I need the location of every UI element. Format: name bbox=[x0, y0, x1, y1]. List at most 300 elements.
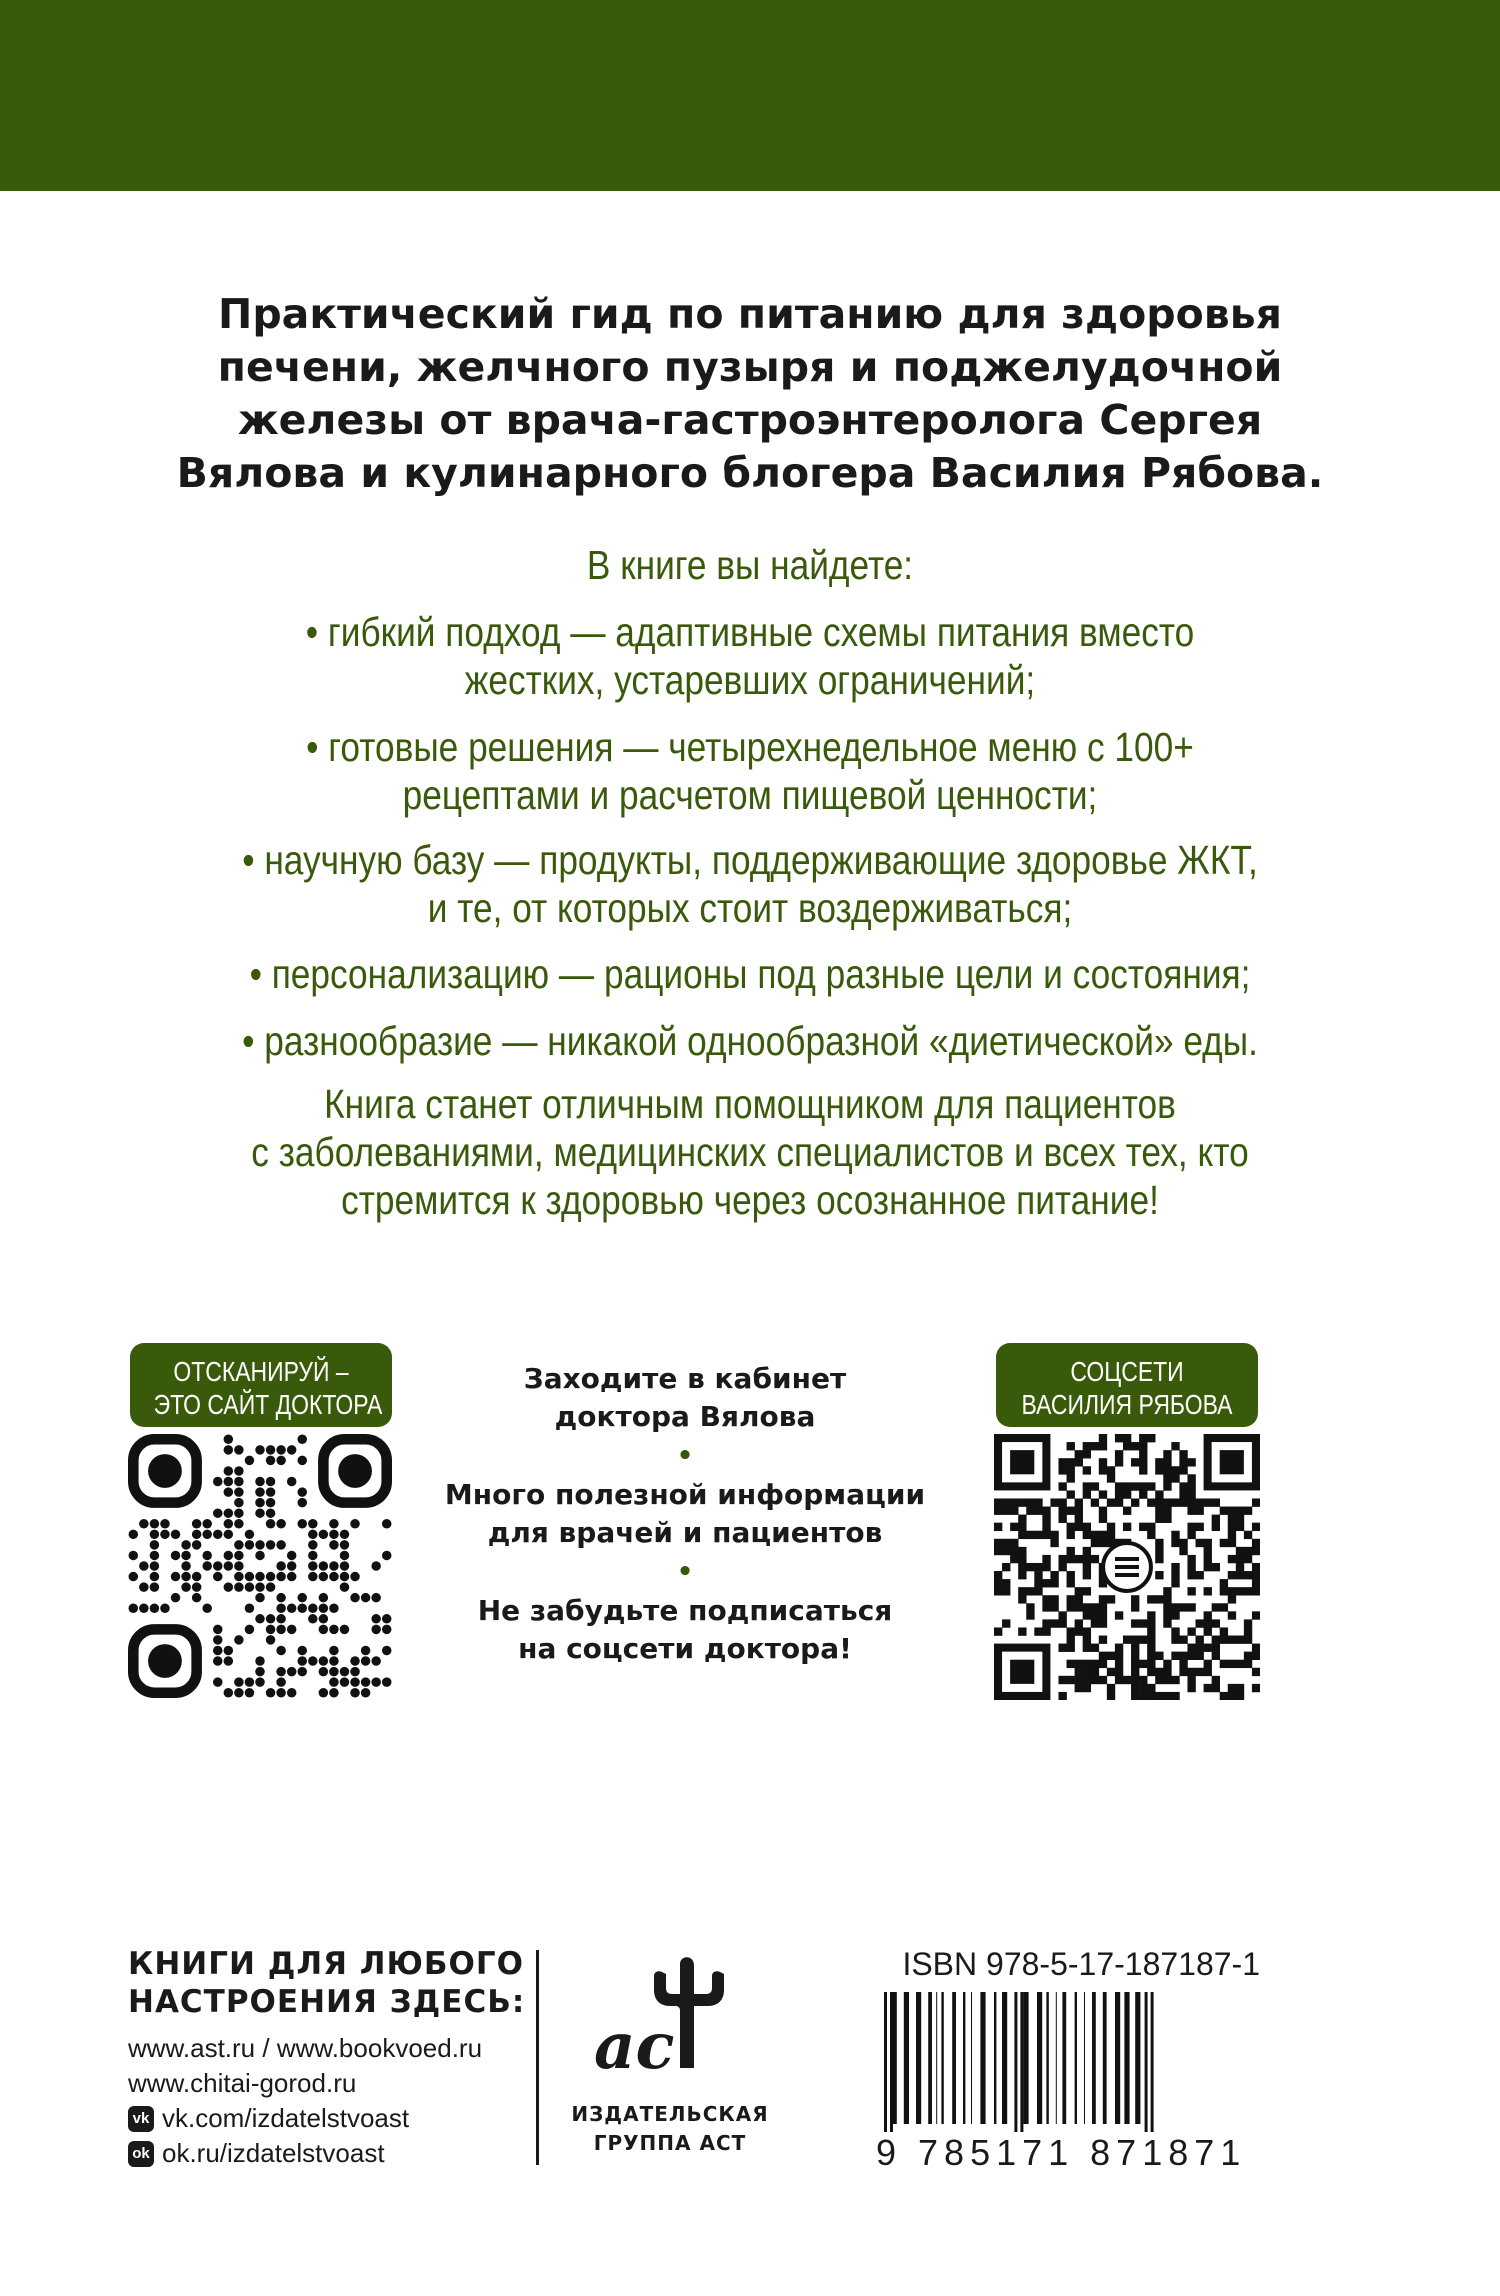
qr-module bbox=[1075, 1619, 1083, 1627]
qr-module bbox=[1107, 1523, 1115, 1531]
qr-module bbox=[1083, 1644, 1091, 1652]
barcode-bar bbox=[1037, 1992, 1042, 2124]
qr-module bbox=[1228, 1571, 1236, 1579]
qr-module bbox=[1107, 1595, 1115, 1603]
qr-module bbox=[192, 1582, 202, 1592]
feature-line: • гибкий подход — адаптивные схемы питания вместо bbox=[305, 609, 1195, 655]
qr-module bbox=[150, 1519, 160, 1529]
qr-module bbox=[1042, 1619, 1050, 1627]
doctor-site-qr-code[interactable] bbox=[128, 1434, 392, 1698]
barcode-bar bbox=[1062, 1992, 1066, 2124]
qr-module bbox=[150, 1540, 160, 1550]
qr-module bbox=[297, 1656, 307, 1666]
qr-module bbox=[1099, 1595, 1107, 1603]
qr-module bbox=[160, 1603, 170, 1613]
barcode-bar bbox=[952, 1992, 956, 2124]
feature-item bbox=[191, 836, 1309, 932]
qr-module bbox=[213, 1625, 223, 1635]
qr-module bbox=[1252, 1611, 1260, 1619]
qr-module bbox=[1067, 1531, 1075, 1539]
qr-module bbox=[1042, 1563, 1050, 1571]
qr-module bbox=[1147, 1531, 1155, 1539]
qr-module bbox=[1083, 1563, 1091, 1571]
qr-module bbox=[329, 1625, 339, 1635]
qr-module bbox=[1196, 1644, 1204, 1652]
qr-module bbox=[1196, 1571, 1204, 1579]
qr-module bbox=[1034, 1587, 1042, 1595]
qr-module bbox=[1155, 1515, 1163, 1523]
qr-module bbox=[255, 1540, 265, 1550]
qr-module bbox=[1187, 1571, 1195, 1579]
qr-module bbox=[1171, 1676, 1179, 1684]
qr-module bbox=[350, 1656, 360, 1666]
qr-module bbox=[1083, 1587, 1091, 1595]
qr-module bbox=[1244, 1660, 1252, 1668]
qr-module bbox=[1236, 1507, 1244, 1515]
qr-module bbox=[1018, 1595, 1026, 1603]
feature-item bbox=[191, 608, 1309, 704]
qr-module bbox=[234, 1540, 244, 1550]
qr-module bbox=[1171, 1627, 1179, 1635]
qr-module bbox=[213, 1656, 223, 1666]
qr-module bbox=[234, 1498, 244, 1508]
qr-module bbox=[361, 1677, 371, 1687]
qr-module bbox=[1155, 1595, 1163, 1603]
qr-module bbox=[255, 1667, 265, 1677]
qr-module bbox=[371, 1593, 381, 1603]
qr-module bbox=[1099, 1434, 1107, 1442]
qr-module bbox=[1179, 1539, 1187, 1547]
qr-module bbox=[1179, 1660, 1187, 1668]
pill-line: ВАСИЛИЯ РЯБОВА bbox=[1021, 1389, 1233, 1420]
qr-module bbox=[1163, 1587, 1171, 1595]
qr-module bbox=[1018, 1523, 1026, 1531]
barcode-bar bbox=[980, 1992, 985, 2124]
qr-module bbox=[150, 1572, 160, 1582]
qr-module bbox=[350, 1519, 360, 1529]
qr-module bbox=[329, 1677, 339, 1687]
qr-module bbox=[255, 1593, 265, 1603]
qr-module bbox=[234, 1477, 244, 1487]
qr-module bbox=[213, 1561, 223, 1571]
qr-module bbox=[192, 1572, 202, 1582]
qr-module bbox=[361, 1656, 371, 1666]
qr-module bbox=[1042, 1627, 1050, 1635]
qr-module bbox=[1196, 1523, 1204, 1531]
qr-module bbox=[266, 1456, 276, 1466]
qr-module bbox=[340, 1582, 350, 1592]
qr-module bbox=[1058, 1611, 1066, 1619]
qr-module bbox=[1212, 1684, 1220, 1692]
doctor-site-label bbox=[130, 1343, 392, 1427]
qr-module bbox=[1067, 1555, 1075, 1563]
qr-module bbox=[1131, 1595, 1139, 1603]
qr-module bbox=[181, 1551, 191, 1561]
barcode-guard-bar bbox=[890, 1992, 893, 2132]
qr-module bbox=[1067, 1458, 1075, 1466]
qr-center-menu-bar bbox=[1115, 1573, 1139, 1577]
qr-module bbox=[371, 1561, 381, 1571]
qr-module bbox=[1163, 1498, 1171, 1506]
qr-module bbox=[1091, 1555, 1099, 1563]
qr-module bbox=[224, 1445, 234, 1455]
description-line: Вялова и кулинарного блогера Василия Рябова. bbox=[176, 449, 1324, 497]
barcode-bar bbox=[1115, 1992, 1120, 2124]
qr-module bbox=[1244, 1571, 1252, 1579]
qr-module bbox=[171, 1530, 181, 1540]
qr-module bbox=[340, 1540, 350, 1550]
qr-module bbox=[1147, 1652, 1155, 1660]
qr-module bbox=[1018, 1627, 1026, 1635]
qr-module bbox=[382, 1677, 392, 1687]
qr-module bbox=[1204, 1627, 1212, 1635]
qr-module bbox=[1220, 1636, 1228, 1644]
qr-module bbox=[1228, 1531, 1236, 1539]
qr-module bbox=[1163, 1474, 1171, 1482]
qr-module bbox=[1171, 1603, 1179, 1611]
qr-module bbox=[371, 1656, 381, 1666]
qr-module bbox=[1171, 1636, 1179, 1644]
qr-module bbox=[1163, 1692, 1171, 1700]
qr-module bbox=[1196, 1507, 1204, 1515]
qr-module bbox=[1002, 1507, 1010, 1515]
qr-module bbox=[297, 1498, 307, 1508]
qr-module bbox=[297, 1667, 307, 1677]
qr-module bbox=[1236, 1515, 1244, 1523]
qr-module bbox=[1123, 1482, 1131, 1490]
qr-module bbox=[1187, 1676, 1195, 1684]
qr-module bbox=[1187, 1668, 1195, 1676]
qr-module bbox=[266, 1445, 276, 1455]
store-link[interactable]: www.ast.ru / www.bookvoed.ru bbox=[128, 2033, 483, 2063]
qr-module bbox=[1034, 1627, 1042, 1635]
qr-finder-pattern bbox=[133, 1629, 196, 1692]
qr-module bbox=[266, 1498, 276, 1508]
qr-module bbox=[308, 1540, 318, 1550]
qr-module bbox=[297, 1519, 307, 1529]
qr-module bbox=[1196, 1539, 1204, 1547]
qr-module bbox=[1131, 1684, 1139, 1692]
qr-module bbox=[1171, 1539, 1179, 1547]
qr-module bbox=[994, 1539, 1002, 1547]
qr-finder-pattern bbox=[323, 1439, 386, 1502]
qr-module bbox=[139, 1603, 149, 1613]
qr-module bbox=[1212, 1498, 1220, 1506]
barcode-bar bbox=[928, 1992, 932, 2124]
qr-module bbox=[234, 1445, 244, 1455]
qr-module bbox=[1244, 1636, 1252, 1644]
qr-module bbox=[361, 1646, 371, 1656]
qr-module bbox=[1026, 1531, 1034, 1539]
qr-module bbox=[371, 1677, 381, 1687]
qr-module bbox=[224, 1656, 234, 1666]
qr-module bbox=[1204, 1539, 1212, 1547]
qr-module bbox=[1155, 1571, 1163, 1579]
qr-module bbox=[1010, 1547, 1018, 1555]
qr-module bbox=[1252, 1652, 1260, 1660]
cabinet-line: доктора Вялова bbox=[554, 1400, 816, 1433]
qr-module bbox=[1244, 1555, 1252, 1563]
qr-module bbox=[1034, 1563, 1042, 1571]
qr-module bbox=[202, 1603, 212, 1613]
qr-module bbox=[1236, 1563, 1244, 1571]
qr-module bbox=[255, 1498, 265, 1508]
qr-module bbox=[1018, 1587, 1026, 1595]
qr-module bbox=[308, 1530, 318, 1540]
qr-module bbox=[1244, 1587, 1252, 1595]
qr-module bbox=[1220, 1660, 1228, 1668]
qr-module bbox=[1139, 1619, 1147, 1627]
separator-dot: • bbox=[676, 1441, 694, 1471]
qr-module bbox=[1220, 1507, 1228, 1515]
qr-module bbox=[1083, 1684, 1091, 1692]
qr-module bbox=[1083, 1555, 1091, 1563]
qr-module bbox=[150, 1530, 160, 1540]
qr-module bbox=[1179, 1547, 1187, 1555]
qr-module bbox=[1131, 1660, 1139, 1668]
qr-module bbox=[1252, 1644, 1260, 1652]
qr-module bbox=[1147, 1684, 1155, 1692]
cabinet-info bbox=[420, 1360, 950, 1668]
publisher-logo-block bbox=[560, 1950, 780, 2170]
qr-module bbox=[276, 1625, 286, 1635]
qr-module bbox=[1163, 1482, 1171, 1490]
qr-module bbox=[329, 1688, 339, 1698]
qr-module bbox=[1179, 1636, 1187, 1644]
qr-module bbox=[1131, 1652, 1139, 1660]
qr-module bbox=[245, 1540, 255, 1550]
qr-module bbox=[1187, 1490, 1195, 1498]
qr-module bbox=[1131, 1619, 1139, 1627]
qr-module bbox=[1187, 1482, 1195, 1490]
qr-module bbox=[361, 1688, 371, 1698]
barcode-bar bbox=[963, 1992, 965, 2124]
qr-module bbox=[202, 1561, 212, 1571]
qr-module bbox=[276, 1677, 286, 1687]
barcode-bar bbox=[1056, 1992, 1057, 2124]
qr-module bbox=[1147, 1692, 1155, 1700]
description-line: Практический гид по питанию для здоровья bbox=[218, 290, 1282, 338]
qr-module bbox=[276, 1646, 286, 1656]
qr-module bbox=[1058, 1458, 1066, 1466]
qr-module bbox=[1099, 1515, 1107, 1523]
qr-module bbox=[150, 1551, 160, 1561]
qr-module bbox=[1204, 1555, 1212, 1563]
qr-module bbox=[287, 1625, 297, 1635]
qr-module bbox=[160, 1519, 170, 1529]
qr-module bbox=[1115, 1644, 1123, 1652]
qr-module bbox=[1163, 1603, 1171, 1611]
qr-module bbox=[276, 1572, 286, 1582]
qr-module bbox=[1196, 1619, 1204, 1627]
qr-module bbox=[1155, 1458, 1163, 1466]
qr-module bbox=[224, 1477, 234, 1487]
qr-module bbox=[181, 1540, 191, 1550]
qr-module bbox=[1123, 1442, 1131, 1450]
qr-module bbox=[1163, 1668, 1171, 1676]
social-networks-qr-code[interactable] bbox=[994, 1434, 1260, 1700]
qr-module bbox=[224, 1688, 234, 1698]
qr-module bbox=[192, 1530, 202, 1540]
qr-module bbox=[276, 1603, 286, 1613]
qr-module bbox=[382, 1551, 392, 1561]
qr-module bbox=[1099, 1466, 1107, 1474]
qr-module bbox=[255, 1582, 265, 1592]
qr-module bbox=[1163, 1466, 1171, 1474]
qr-module bbox=[1107, 1652, 1115, 1660]
qr-module bbox=[319, 1593, 329, 1603]
qr-module bbox=[224, 1582, 234, 1592]
qr-module bbox=[1252, 1498, 1260, 1506]
qr-module bbox=[1067, 1603, 1075, 1611]
qr-module bbox=[1147, 1434, 1155, 1442]
qr-module bbox=[1107, 1466, 1115, 1474]
feature-line: • готовые решения — четырехнедельное меню с 100+ bbox=[306, 724, 1194, 770]
qr-module bbox=[1018, 1547, 1026, 1555]
footer-divider bbox=[536, 1950, 539, 2165]
qr-module bbox=[1139, 1466, 1147, 1474]
qr-module bbox=[1067, 1595, 1075, 1603]
qr-module bbox=[234, 1466, 244, 1476]
qr-module bbox=[1212, 1523, 1220, 1531]
qr-module bbox=[276, 1540, 286, 1550]
qr-module bbox=[1204, 1587, 1212, 1595]
qr-module bbox=[1075, 1587, 1083, 1595]
qr-module bbox=[329, 1572, 339, 1582]
qr-module bbox=[1123, 1507, 1131, 1515]
qr-module bbox=[1034, 1579, 1042, 1587]
cabinet-line: Не забудьте подписаться bbox=[477, 1594, 893, 1627]
qr-module bbox=[213, 1572, 223, 1582]
qr-module bbox=[181, 1582, 191, 1592]
ok-link[interactable] bbox=[128, 2136, 528, 2171]
qr-module bbox=[1163, 1515, 1171, 1523]
qr-module bbox=[139, 1582, 149, 1592]
ok-link-text: ok.ru/izdatelstvoast bbox=[162, 2138, 385, 2168]
qr-module bbox=[994, 1523, 1002, 1531]
qr-module bbox=[287, 1603, 297, 1613]
qr-module bbox=[1034, 1531, 1042, 1539]
qr-module bbox=[1155, 1498, 1163, 1506]
qr-module bbox=[1075, 1676, 1083, 1684]
qr-module bbox=[1187, 1627, 1195, 1635]
qr-module bbox=[129, 1551, 139, 1561]
qr-module bbox=[171, 1572, 181, 1582]
qr-finder-pattern bbox=[998, 1438, 1046, 1486]
qr-module bbox=[1139, 1450, 1147, 1458]
qr-module bbox=[1179, 1668, 1187, 1676]
qr-center-menu-bar bbox=[1115, 1565, 1139, 1569]
qr-module bbox=[245, 1688, 255, 1698]
qr-module bbox=[1115, 1660, 1123, 1668]
qr-module bbox=[139, 1561, 149, 1571]
qr-module bbox=[319, 1614, 329, 1624]
qr-module bbox=[1099, 1611, 1107, 1619]
qr-module bbox=[1075, 1450, 1083, 1458]
description-line: железы от врача-гастроэнтеролога Сергея bbox=[237, 396, 1263, 444]
qr-module bbox=[319, 1656, 329, 1666]
qr-module bbox=[1220, 1587, 1228, 1595]
qr-module bbox=[1155, 1555, 1163, 1563]
qr-module bbox=[1083, 1571, 1091, 1579]
qr-module bbox=[266, 1582, 276, 1592]
qr-module bbox=[1075, 1595, 1083, 1603]
qr-module bbox=[1196, 1636, 1204, 1644]
qr-module bbox=[1171, 1692, 1179, 1700]
qr-module bbox=[1252, 1547, 1260, 1555]
qr-module bbox=[1196, 1668, 1204, 1676]
qr-module bbox=[1163, 1450, 1171, 1458]
qr-module bbox=[1171, 1563, 1179, 1571]
qr-module bbox=[1099, 1603, 1107, 1611]
qr-module bbox=[1252, 1668, 1260, 1676]
qr-module bbox=[1187, 1587, 1195, 1595]
qr-module bbox=[1067, 1507, 1075, 1515]
store-link[interactable]: www.chitai-gorod.ru bbox=[128, 2068, 357, 2098]
qr-module bbox=[340, 1530, 350, 1540]
feature-line: рецептами и расчетом пищевой ценности; bbox=[402, 772, 1098, 818]
qr-module bbox=[350, 1572, 360, 1582]
qr-module bbox=[1204, 1644, 1212, 1652]
qr-module bbox=[192, 1593, 202, 1603]
qr-module bbox=[1228, 1515, 1236, 1523]
qr-module bbox=[276, 1593, 286, 1603]
qr-module bbox=[1075, 1458, 1083, 1466]
qr-module bbox=[1067, 1579, 1075, 1587]
qr-module bbox=[1075, 1684, 1083, 1692]
qr-module bbox=[1187, 1555, 1195, 1563]
qr-module bbox=[1091, 1603, 1099, 1611]
qr-module bbox=[1155, 1490, 1163, 1498]
qr-module bbox=[1244, 1507, 1252, 1515]
qr-module bbox=[1067, 1490, 1075, 1498]
qr-module bbox=[1171, 1474, 1179, 1482]
qr-module bbox=[319, 1572, 329, 1582]
qr-module bbox=[382, 1614, 392, 1624]
qr-module bbox=[1179, 1466, 1187, 1474]
qr-module bbox=[1155, 1652, 1163, 1660]
ok-icon: ok bbox=[128, 2141, 154, 2167]
qr-module bbox=[1139, 1434, 1147, 1442]
qr-module bbox=[1099, 1458, 1107, 1466]
qr-module bbox=[1026, 1611, 1034, 1619]
qr-module bbox=[1228, 1539, 1236, 1547]
qr-module bbox=[234, 1561, 244, 1571]
qr-finder-pattern bbox=[1208, 1438, 1256, 1486]
qr-module bbox=[994, 1498, 1002, 1506]
qr-module bbox=[1067, 1474, 1075, 1482]
qr-module bbox=[1050, 1571, 1058, 1579]
qr-module bbox=[1147, 1611, 1155, 1619]
feature-item bbox=[191, 723, 1309, 819]
barcode-bar bbox=[1092, 1992, 1096, 2124]
qr-module bbox=[1228, 1692, 1236, 1700]
qr-module bbox=[329, 1540, 339, 1550]
qr-module bbox=[1026, 1587, 1034, 1595]
isbn-number: ISBN 978-5-17-187187-1 bbox=[902, 1946, 1260, 1982]
qr-module bbox=[1179, 1603, 1187, 1611]
qr-module bbox=[1075, 1523, 1083, 1531]
vk-link[interactable] bbox=[128, 2101, 528, 2136]
qr-module bbox=[1123, 1676, 1131, 1684]
cabinet-line: для врачей и пациентов bbox=[487, 1516, 883, 1549]
qr-module bbox=[297, 1487, 307, 1497]
barcode-guard-bar bbox=[884, 1992, 887, 2132]
qr-module bbox=[1163, 1660, 1171, 1668]
qr-module bbox=[192, 1540, 202, 1550]
qr-finder-pattern bbox=[133, 1439, 196, 1502]
qr-module bbox=[202, 1551, 212, 1561]
